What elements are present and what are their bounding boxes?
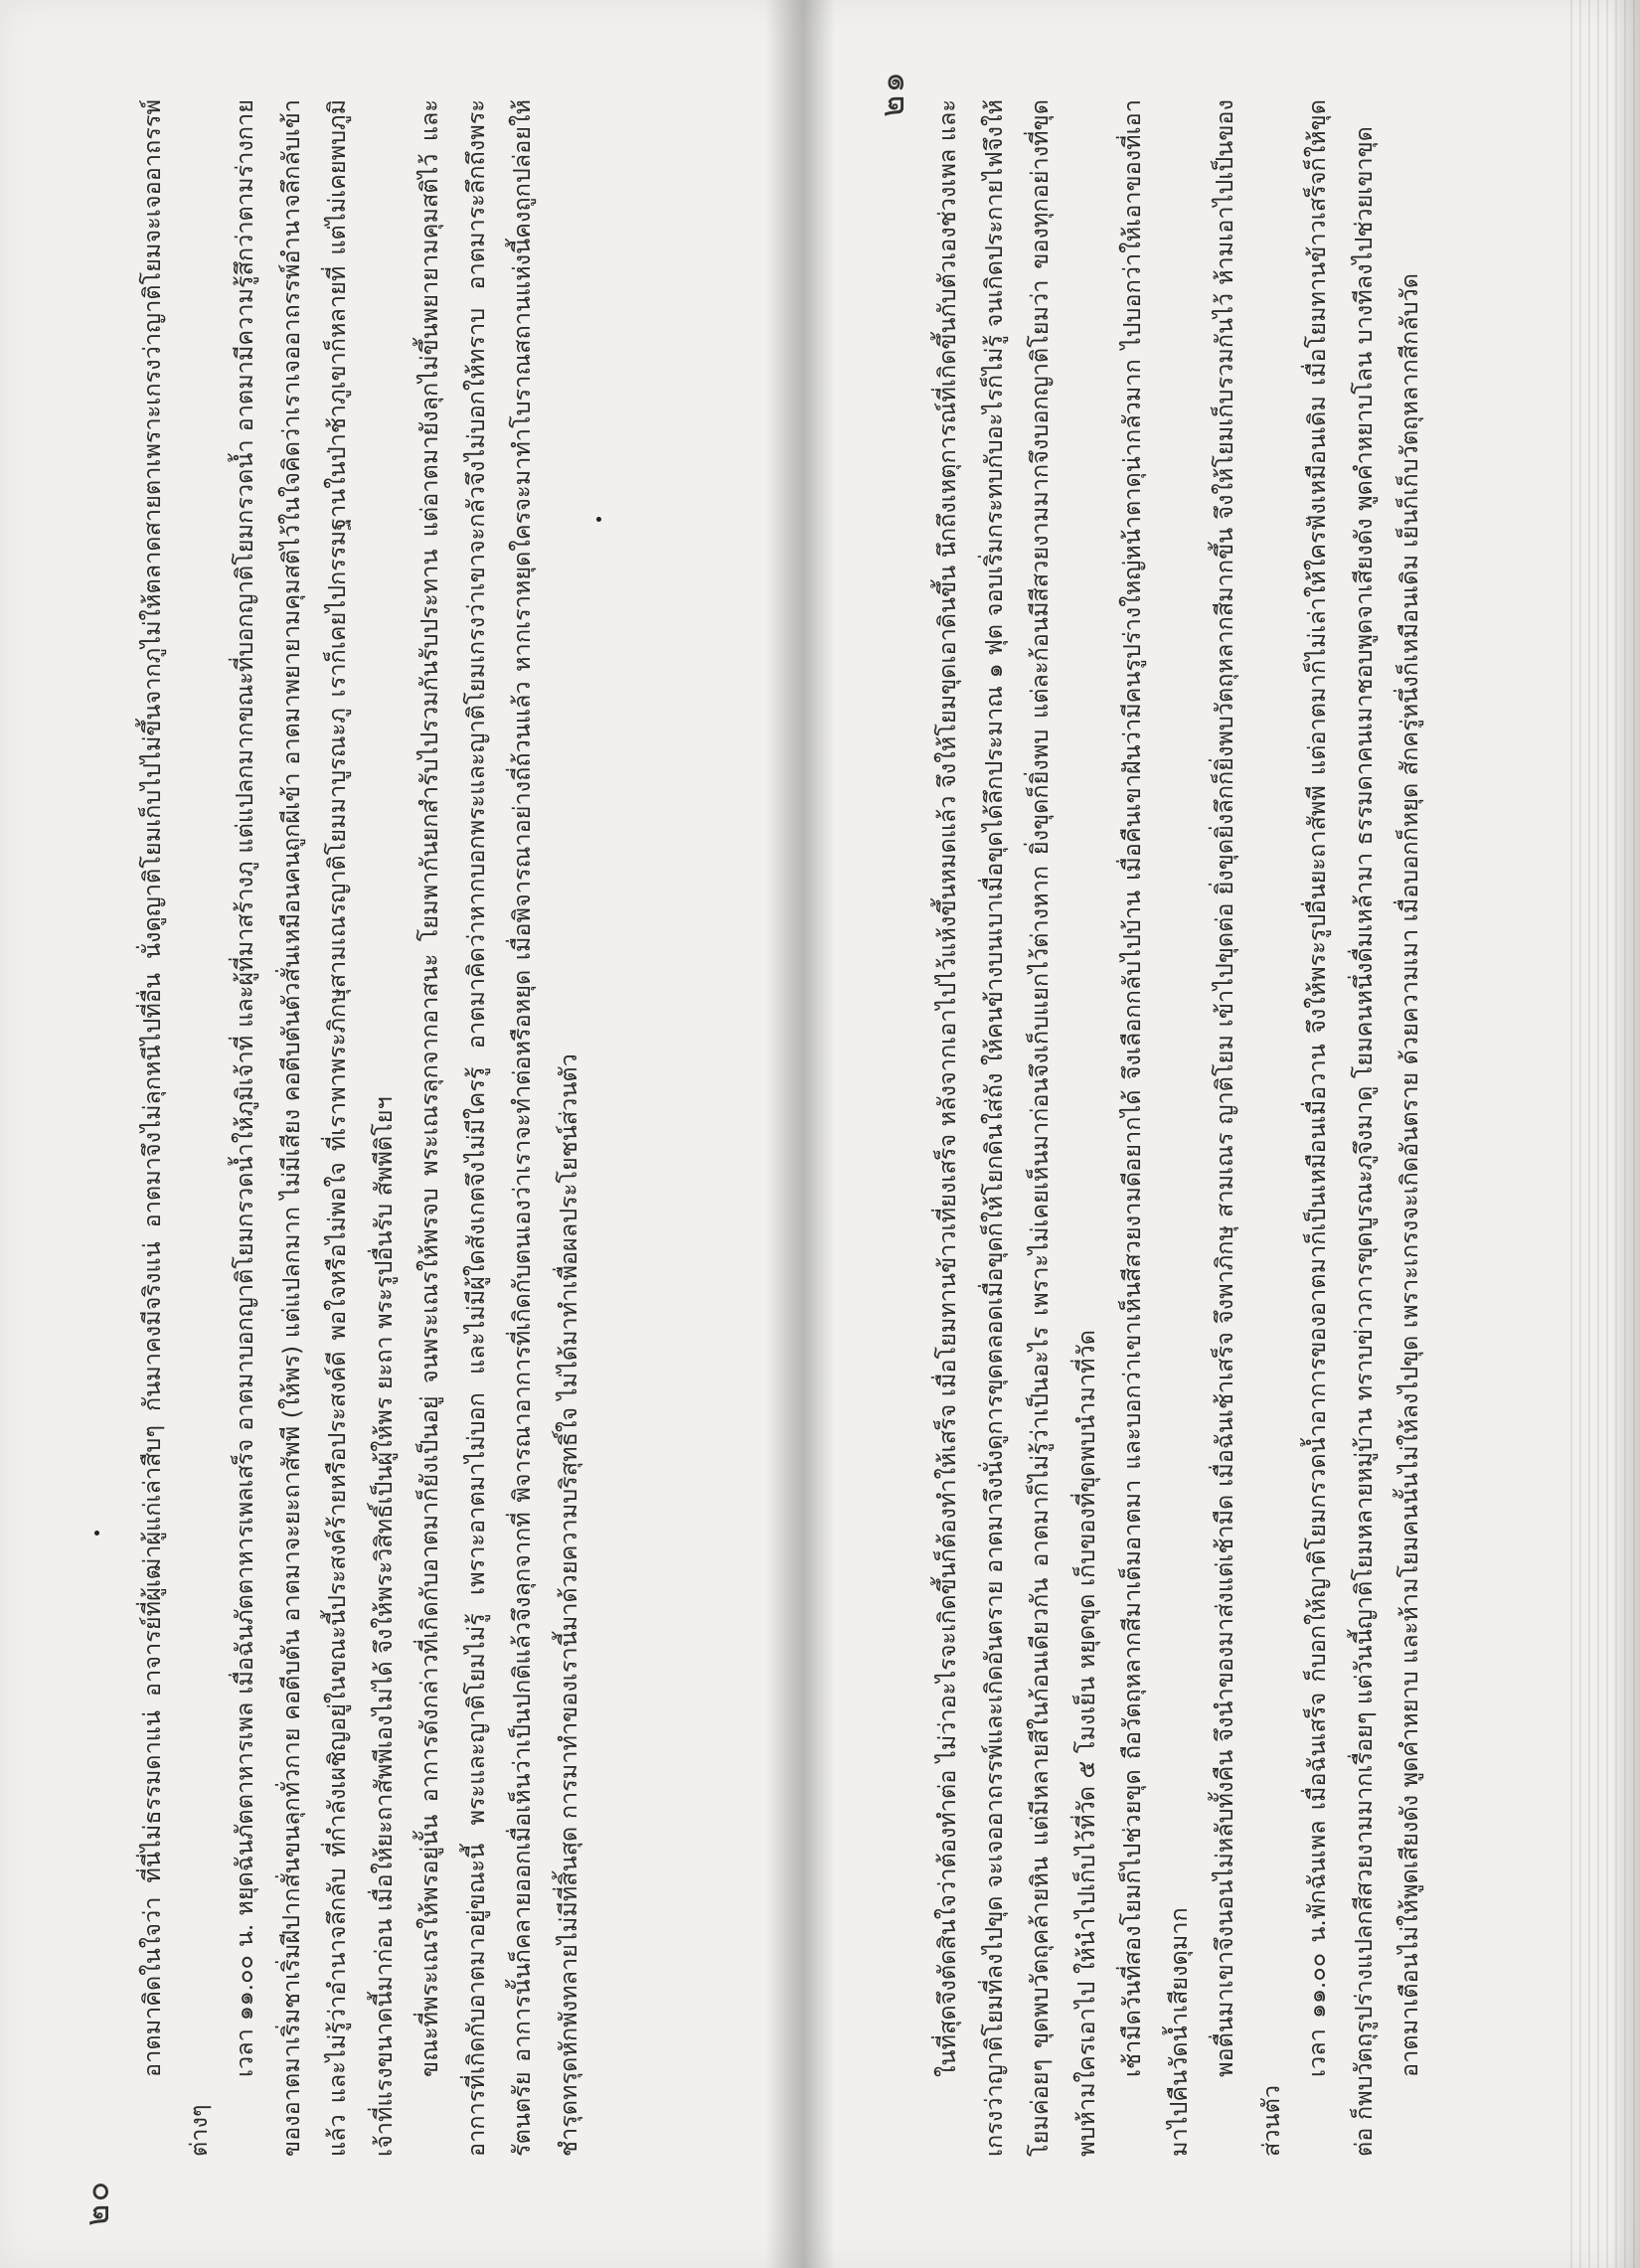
page-number: ๒๑ (873, 70, 912, 117)
body-text (924, 99, 1433, 2157)
print-speck (94, 1531, 99, 1536)
right-page-content (855, 60, 1610, 2226)
paragraph: เช้ามืดวันที่สองโยมก็ไปช่วยขุด ถือวัตถุหลากสีมาเต็มอาตมา และบอกว่าเขาเห็นสีสวยงามดีอยากได้ จึงเลือกกลับไปบ้าน เมื่อคืนเขาฝันว่ามีคนรูปร่างใหญ่หน้าตาดุน่ากลัวมาก ไปบอกว่าให้เอาของที่เอามาไปคืนวัดน้ำเสียงดุมาก (1118, 99, 1193, 2157)
right-page (795, 0, 1640, 2268)
left-page (0, 0, 795, 2268)
paragraph: พอตื่นมาเขาจึงนอนไม่หลับทั้งคืน จึงนำของมาส่งแต่เช้ามืด เมื่อฉันเช้าเสร็จ จึงพาภิกษุ สามเณร ญาติโยม เข้าไปขุดต่อ ยิ่งขุดยิ่งลึกก็ยิ่งพบวัตถุหลากสีมากขึ้น จึงให้โยมเก็บรวมกันไว้ ห้ามเอาไปเป็นของส่วนตัว (1211, 99, 1285, 2157)
page-edge-shadow (1610, 0, 1640, 2268)
paragraph: เวลา ๑๑.๐๐ น. หยุดฉันภัตตาหารเพล เมื่อฉันภัตตาหารเพลเสร็จ อาตมาบอกญาติโยมกรวดน้ำให้ภูมิเจ้าที่ และผู้ที่มาสร้างภู แต่แปลกมากขณะที่บอกญาติโยมกรวดน้ำ อาตมามีความรู้สึกว่าตามร่างกายของอาตมาเริ่มชาเริ่มฝีปากสั่นขนลุกทั่วกาย คอตีบตัน อาตมาจะยะถาสัพพี (ให้พร) แต่แปลกมาก ไม่มีเสียง คอตีบตันตัวสั่นเหมือนคนถูกผีเข้า อาตมาพยายามคุมสติไว้ในใจคิดว่าเราเจออาถรรพ์อำนาจลึกลับเข้าแล้ว และไม่รู้ว่าอำนาจลึกลับ ที่กำลังเผชิญอยู่ในขณะนี้ประสงค์ร้ายหรือประสงค์ดี พอใจหรือไม่พอใจ ที่เราพาพระภิกษุสามเณรญาติโยมมาบูรณะภู เราก็เคยไปกรรมฐานในป่าช้าภูเขาก็หลายที่ แต่ไม่เคยพบภูมิเจ้าที่แรงขนาดนี้มาก่อน เมื่อให้ยะถาสัพพีเองไม่ได้ จึงให้พระวิสิทธิ์เป็นผู้ให้พร ยะถา พระรูปอื่นรับ สัพพีติโยฯ (231, 99, 398, 2157)
paragraph: ขณะที่พระเณรให้พรอยู่นั้น อาการดังกล่าวที่เกิดกับอาตมาก็ยังเป็นอยู่ จนพระเณรให้พรจบ พระเณรลุกจากอาสนะ โยมพากันยกสำรับไปรวมกันรับประทาน แต่อาตมายังลุกไม่ขึ้นพยายามคุมสติไว้ และอาการที่เกิดกับอาตมาอยู่ขณะนี้ พระและญาติโยมไม่รู้ เพราะอาตมาไม่บอก และไม่มีผู้ใดสังเกตจึงไม่มีใครรู้ อาตมาคิดว่าหากบอกพระและญาติโยมเกรงว่าเขาจะกลัวจึงไม่บอกให้ทราบ อาตมาระลึกถึงพระรัตนตรัย อาการนั้นก็คลายออกเมื่อเห็นว่าเป็นปกติแล้วจึงลุกจากที่ พิจารณาอาการที่เกิดกับตนเองว่าเราจะทำต่อหรือหยุด เมื่อพิจารณาอย่างถี่ถ้วนแล้ว หากเราหยุดใครจะมาทำโบราณสถานแห่งนี้คงถูกปล่อยให้ชำรุดทรุดหักพังทลายไม่มีที่สิ้นสุด การมาทำของเรานี้มาด้วยความบริสุทธิ์ใจ ไม่ได้มาทำเพื่อผลประโยชน์ส่วนตัว (415, 99, 582, 2157)
paragraph: ในที่สุดจึงตัดสินใจว่าต้องทำต่อ ไม่ว่าอะไรจะเกิดขึ้นก็ต้องทำให้เสร็จ เมื่อโยมทานข้าวเที่ยงเสร็จ หลังจากเอาไปไว้แห้งขึ้นหมดแล้ว จึงให้โยมขุดเอาดินขึ้น นึกถึงเหตุการณ์ที่เกิดขึ้นกับตัวเองช่วงเพล และเกรงว่าญาติโยมที่ลงไปขุด จะเจออาถรรพ์และเกิดอันตราย อาตมาจึงนั่งดูการขุดตลอดเมื่อขุดก็ให้โยกดินใส่ถัง ให้คนข้างบนเบาเมื่อขุดได้ลึกประมาณ ๑ ฟุต จอบเริ่มกระทบกับอะไรก็ไม่รู้ จนเกิดประกายไฟจึงให้โยมค่อยๆ ขุดพบวัตถุคล้ายหิน แต่มีหลายสีในก้อนเดียวกัน อาตมาก็ไม่รู้ว่าเป็นอะไร เพราะไม่เคยเห็นมาก่อนจึงเก็บแยกไว้ต่างหาก ยิ่งขุดก็ยิ่งพบ แต่ละก้อนมีสีสวยงามมากจึงบอกญาติโยมว่า ของทุกอย่างที่ขุดพบห้ามใครเอาไป ให้นำไปเก็บไว้ที่วัด ๕ โมงเย็น หยุดขุด เก็บของที่ขุดพบนำมาที่วัด (933, 99, 1100, 2157)
paragraph: เวลา ๑๑.๐๐ น.พักฉันเพล เมื่อฉันเสร็จ ก็บอกให้ญาติโยมกรวดน้ำอาการของอาตมาก็เป็นเหมือนเมื่อวาน จึงให้พระรูปอื่นยะถาสัพพี แต่อาตมาก็ไม่เล่าให้ใครฟังเหมือนเดิม เมื่อโยมทานข้าวเสร็จก็ให้ขุดต่อ ก็พบวัตถุรูปร่างแปลกสีสวยงามมากเรื่อยๆ แต่วันนี้ญาติโยมหลายหมู่บ้าน ทราบข่าวการขุดบูรณะภูจึงมาดู โยมคนหนึ่งดื่มเหล้ามา ธรรมดาคนเมาชอบพูดจาเสียงดัง พูดคำหยาบโลน บางทีลงไปช่วยเขาขุด (1303, 99, 1378, 2157)
page-number: ๒๐ (78, 2179, 117, 2226)
print-speck (596, 517, 601, 522)
paragraph: อาตมาคิดในใจว่า ที่นี่ไม่ธรรมดาแน่ อาจารย์ที่ผู้เฒ่าผู้แก่เล่าสืบๆ กันมาคงมีจริงแน่ อาตมาจึงไม่ลุกหนีไปที่อื่น นั่งดูญาติโยมเก็บไปไม่ขึ้นจากภูไม่ให้ตลาดสายตาเพราะเกรงว่าญาติโยมจะเจออาถรรพ์ต่างๆ (138, 99, 213, 2157)
body-text (129, 99, 591, 2157)
paragraph: อาตมาเตือนไม่ให้พูดเสียงดัง พูดคำหยาบ และห้ามโยมคนนั้นไม่ให้ลงไปขุด เพราะเกรงจะเกิดอันตราย ด้วยความเมา เมื่อบอกก็หยุด สักครู่หนึ่งก็เหมือนเดิม เย็นก็เก็บวัตถุหลากสีกลับวัด (1395, 272, 1423, 2077)
left-page-content (60, 60, 755, 2226)
